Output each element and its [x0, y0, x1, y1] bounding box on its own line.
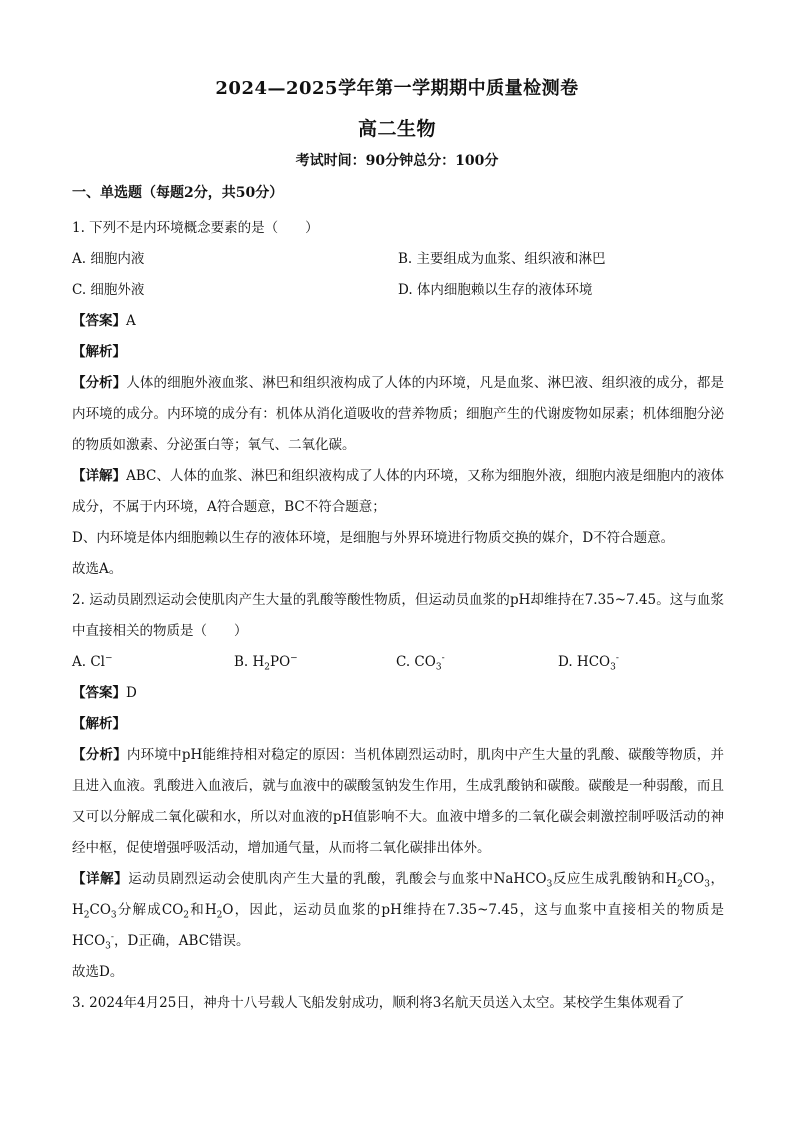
q2-analysis	[72, 740, 724, 864]
detail-text-h: O，因此，运动员血浆的pH维持在7.35~7.45，这与血浆中直接相关的物质是HCO	[72, 902, 724, 949]
q2-stem: 2. 运动员剧烈运动会使肌肉产生大量的乳酸等酸性物质，但运动员血浆的pH却维持在7.35~7.45。这与血浆中直接相关的物质是（ ）	[72, 592, 724, 639]
answer-value: A	[126, 313, 136, 329]
answer-value: D	[126, 685, 137, 701]
q2-options-row	[72, 647, 724, 678]
q1-stem: 1. 下列不是内环境概念要素的是（ ）	[72, 220, 319, 236]
answer-tag: 【答案】	[72, 313, 126, 329]
q1-conclusion: 故选A。	[72, 561, 123, 577]
detail-text-a: 运动员剧烈运动会使肌肉产生大量的乳酸，乳酸会与血浆中NaHCO	[128, 871, 547, 887]
q1-option-b: B. 主要组成为血浆、组织液和淋巴	[398, 251, 606, 267]
section-heading: 一、单选题（每题2分，共50分）	[72, 185, 284, 201]
q2-option-d-sup: -	[615, 653, 619, 664]
detail-sub-7: 2	[216, 910, 223, 921]
detail-sub-1: 3	[546, 879, 553, 890]
detail-text-g: 和H	[189, 902, 217, 918]
q2-jiexi: 【解析】	[72, 716, 126, 732]
analysis-text: 人体的细胞外液血浆、淋巴和组织液构成了人体的内环境，凡是血浆、淋巴液、组织液的成分，都是内环境的成分。内环境的成分有：机体从消化道吸收的营养物质；细胞产生的代谢废物如尿素；机体细胞分泌的物质如激素、分泌蛋白等；氧气、二氧化碳。	[72, 375, 725, 453]
detail-text-b: 反应生成乳酸钠和H	[552, 871, 678, 887]
detail-sub-2: 2	[677, 879, 683, 890]
q2-option-b	[234, 647, 396, 678]
answer-tag: 【答案】	[72, 685, 126, 701]
analysis-tag: 【分析】	[72, 375, 127, 391]
q2-conclusion: 故选D。	[72, 964, 124, 980]
detail-tag: 【详解】	[72, 468, 127, 484]
q2-option-b-text: B. H	[234, 654, 265, 670]
detail-text-e: CO	[89, 902, 111, 918]
q2-answer	[72, 678, 724, 709]
q2-option-c-sup: -	[441, 653, 445, 664]
q1-option-a: A. 细胞内液	[72, 251, 145, 267]
questions-content	[72, 213, 724, 1019]
detail-text: ABC、人体的血浆、淋巴和组织液构成了人体的内环境，又称为细胞外液，细胞内液是细胞内的液体成分，不属于内环境，A符合题意，BC不符合题意；	[72, 468, 725, 515]
q1-options-row-2	[72, 275, 724, 306]
q2-option-a-text: A. Cl	[72, 654, 105, 670]
q2-option-d-sub: 3	[610, 662, 616, 673]
detail-sub-8: 3	[105, 941, 111, 952]
detail-tag: 【详解】	[72, 871, 129, 887]
detail-text-i: ，D正确，ABC错误。	[113, 933, 250, 949]
q1-option-c: C. 细胞外液	[72, 282, 145, 298]
detail-text-d: ，H	[72, 871, 725, 918]
q2-detail	[72, 864, 724, 957]
exam-title: 2024—2025学年第一学期期中质量检测卷	[215, 78, 579, 99]
detail-sub-6: 2	[183, 910, 190, 921]
q1-analysis	[72, 368, 724, 461]
q1-answer	[72, 306, 724, 337]
q1-option-d: D. 体内细胞赖以生存的液体环境	[398, 282, 593, 298]
analysis-tag: 【分析】	[72, 747, 127, 763]
detail-sub-3: 3	[704, 879, 710, 890]
detail-sub-5: 3	[110, 910, 117, 921]
detail-sub-4: 2	[83, 910, 90, 921]
detail-text-f: 分解成CO	[116, 902, 184, 918]
detail-text-c: CO	[682, 871, 705, 887]
q1-jiexi: 【解析】	[72, 344, 126, 360]
q2-option-c-text: C. CO	[396, 654, 436, 670]
subject-title: 高二生物	[357, 118, 436, 140]
q2-option-b-sub: 2	[264, 662, 271, 673]
detail-sup-8: -	[110, 932, 114, 943]
q3-stem: 3. 2024年4月25日，神舟十八号载人飞船发射成功，顺利将3名航天员送入太空。某校学生集体观看了	[72, 995, 685, 1011]
q1-detail	[72, 461, 724, 523]
q2-option-b-text-2: PO	[270, 654, 291, 670]
q2-option-d	[558, 647, 720, 678]
q2-option-c-sub: 3	[435, 662, 442, 673]
q1-detail-2: D、内环境是体内细胞赖以生存的液体环境，是细胞与外界环境进行物质交换的媒介，D不符合题意。	[72, 530, 675, 546]
q1-options-row-1	[72, 244, 724, 275]
q2-option-a-sup: −	[104, 653, 113, 664]
q2-option-d-text: D. HCO	[558, 654, 611, 670]
q2-option-c	[396, 647, 558, 678]
q2-option-a	[72, 647, 234, 678]
q2-option-b-sup: −	[290, 653, 298, 664]
exam-info: 考试时间：90分钟总分：100分	[295, 153, 499, 169]
analysis-text: 内环境中pH能维持相对稳定的原因：当机体剧烈运动时，肌肉中产生大量的乳酸、碳酸等物质，并且进入血液。乳酸进入血液后，就与血液中的碳酸氢钠发生作用，生成乳酸钠和碳酸。碳酸是一种弱酸，而且又可以分解成二氧化碳和水，所以对血液的pH值影响不大。血液中增多的二氧化碳会刺激控制呼吸活动的神经中枢，促使增强呼吸活动，增加通气量，从而将二氧化碳排出体外。	[72, 747, 724, 856]
